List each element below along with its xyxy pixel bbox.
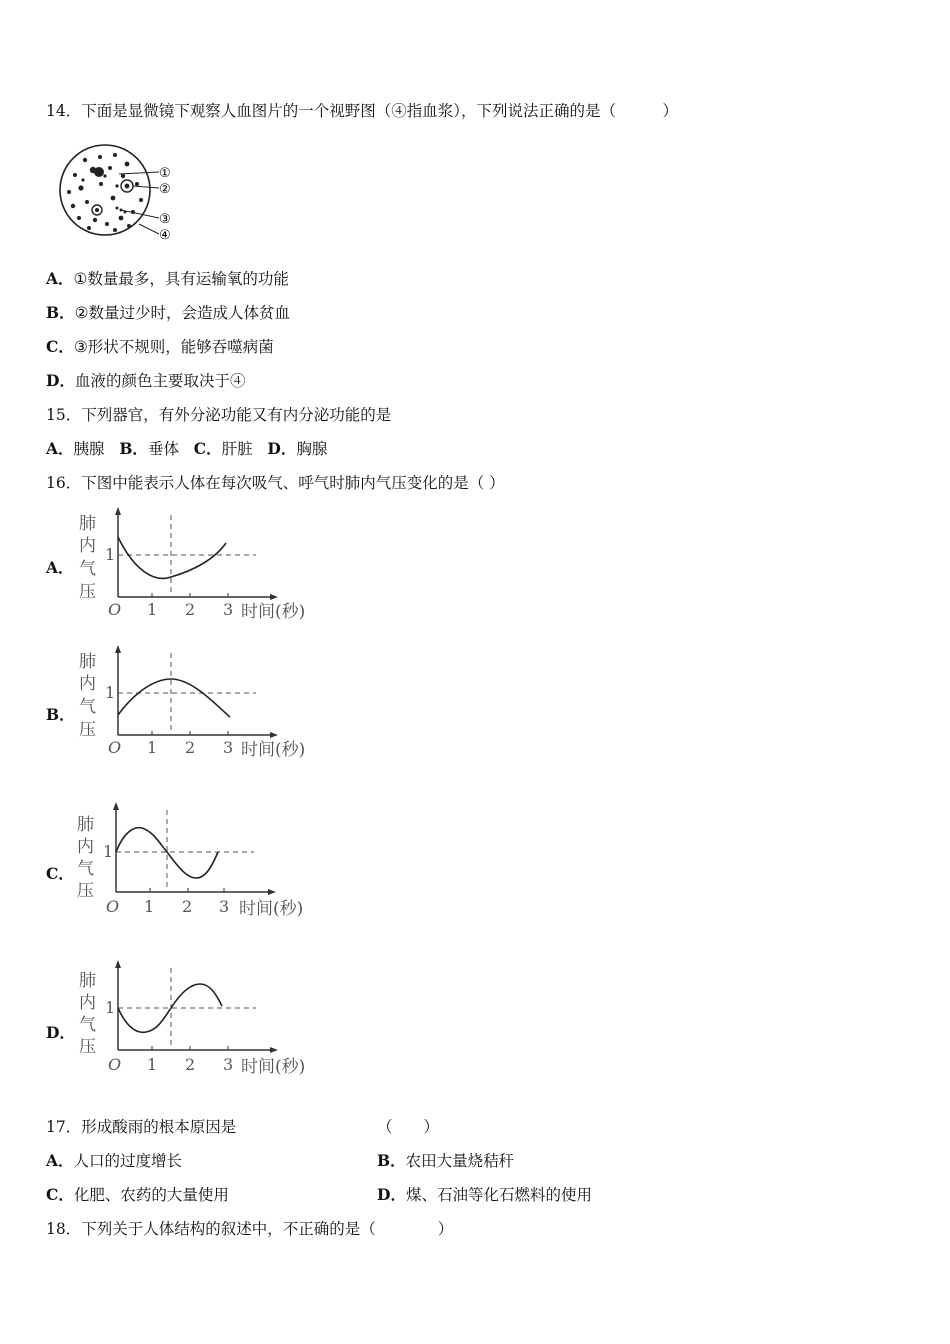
x-tick: 2 xyxy=(185,1055,196,1074)
option-letter: C． xyxy=(46,1185,74,1204)
x-tick: 3 xyxy=(223,738,234,757)
option-text: 肝脏 xyxy=(221,440,253,458)
option-text: 垂体 xyxy=(147,440,179,458)
x-axis-label: 时间(秒) xyxy=(241,602,306,622)
option-text: 胰腺 xyxy=(73,440,105,458)
pressure-curve xyxy=(116,828,218,878)
y-tick-1: 1 xyxy=(105,545,116,564)
q15-stem: 15．下列器官，有外分泌功能又有内分泌功能的是 xyxy=(46,406,392,424)
y-label-char: 压 xyxy=(79,582,96,602)
option-text: 血液的颜色主要取决于④ xyxy=(74,372,246,390)
option-text: 人口的过度增长 xyxy=(73,1152,183,1170)
y-label-char: 气 xyxy=(79,559,96,579)
q16-graph-d-letter: D． xyxy=(46,1023,75,1042)
fig-label-2: ② xyxy=(159,182,171,197)
q17-option-b xyxy=(377,1150,514,1172)
option-text: ②数量过少时，会造成人体贫血 xyxy=(74,304,291,322)
x-tick: 3 xyxy=(223,1055,234,1074)
y-tick-1: 1 xyxy=(105,683,116,702)
pressure-graph-a xyxy=(74,505,334,630)
origin-label: O xyxy=(106,897,120,916)
pressure-curve xyxy=(118,537,226,578)
pressure-graph-d xyxy=(74,958,334,1083)
x-tick: 3 xyxy=(219,897,230,916)
fig-label-1: ① xyxy=(159,166,171,181)
q15-options xyxy=(46,438,327,460)
y-label-char: 内 xyxy=(79,536,96,556)
y-tick-1: 1 xyxy=(105,998,116,1017)
y-label-char: 压 xyxy=(79,720,96,740)
option-letter: C． xyxy=(193,439,222,458)
pressure-curve xyxy=(118,984,222,1032)
origin-label: O xyxy=(108,738,122,757)
y-label-char: 肺 xyxy=(79,652,96,672)
q17-stem: 17．形成酸雨的根本原因是 xyxy=(46,1118,237,1136)
option-text: 化肥、农药的大量使用 xyxy=(73,1186,229,1204)
y-tick-1: 1 xyxy=(103,842,114,861)
option-letter: D． xyxy=(267,439,297,458)
origin-label: O xyxy=(108,600,122,619)
blood-smear-figure xyxy=(55,140,185,250)
option-letter: A． xyxy=(46,439,74,458)
q16-stem: 16．下图中能表示人体在每次吸气、呼气时肺内气压变化的是（ ） xyxy=(46,474,505,492)
q16-graph-a-letter: A． xyxy=(46,558,74,577)
q14-option-d xyxy=(46,370,245,392)
y-label-char: 肺 xyxy=(79,971,96,991)
option-letter: D． xyxy=(46,371,75,390)
fig-label-4: ④ xyxy=(159,228,171,243)
y-label-char: 压 xyxy=(77,881,94,901)
q16-graph-c-letter: C． xyxy=(46,864,74,883)
q17-option-a xyxy=(46,1150,182,1172)
q17-option-c xyxy=(46,1184,229,1206)
option-letter: D． xyxy=(377,1185,406,1204)
q18-stem: 18．下列关于人体结构的叙述中，不正确的是（ ） xyxy=(46,1220,454,1238)
q14-option-c xyxy=(46,336,274,358)
option-text: 农田大量烧秸秆 xyxy=(405,1152,515,1170)
origin-label: O xyxy=(108,1055,122,1074)
option-letter: A． xyxy=(46,269,74,288)
x-tick: 3 xyxy=(223,600,234,619)
q14-option-a xyxy=(46,268,289,290)
pressure-graph-c xyxy=(72,800,332,925)
option-text: ①数量最多，具有运输氧的功能 xyxy=(73,270,289,288)
fig-label-3: ③ xyxy=(159,212,171,227)
x-tick: 2 xyxy=(185,600,196,619)
x-axis-label: 时间(秒) xyxy=(241,740,306,760)
option-letter: B． xyxy=(119,439,148,458)
x-axis-label: 时间(秒) xyxy=(239,899,304,919)
x-tick: 1 xyxy=(144,897,155,916)
q14-option-b xyxy=(46,302,290,324)
q16-graph-b-letter: B． xyxy=(46,705,75,724)
pressure-graph-b xyxy=(74,643,334,768)
pressure-curve xyxy=(118,679,230,717)
y-label-char: 肺 xyxy=(77,815,94,835)
option-text: 胸腺 xyxy=(296,440,328,458)
option-letter: B． xyxy=(46,303,75,322)
option-letter: A． xyxy=(46,1151,74,1170)
q17-option-d xyxy=(377,1184,592,1206)
y-label-char: 肺 xyxy=(79,514,96,534)
y-label-char: 气 xyxy=(77,859,94,879)
x-tick: 2 xyxy=(182,897,193,916)
y-label-char: 内 xyxy=(79,674,96,694)
y-label-char: 内 xyxy=(79,993,96,1013)
x-tick: 1 xyxy=(147,1055,158,1074)
y-label-char: 内 xyxy=(77,837,94,857)
option-letter: B． xyxy=(377,1151,406,1170)
q17-answer-paren: （ ） xyxy=(377,1118,440,1136)
y-label-char: 气 xyxy=(79,1015,96,1035)
x-tick: 1 xyxy=(147,600,158,619)
option-letter: C． xyxy=(46,337,74,356)
x-tick: 2 xyxy=(185,738,196,757)
q14-stem: 14．下面是显微镜下观察人血图片的一个视野图（④指血浆），下列说法正确的是（ ） xyxy=(46,102,678,120)
option-text: ③形状不规则，能够吞噬病菌 xyxy=(73,338,274,356)
x-tick: 1 xyxy=(147,738,158,757)
option-text: 煤、石油等化石燃料的使用 xyxy=(405,1186,592,1204)
y-label-char: 压 xyxy=(79,1037,96,1057)
x-axis-label: 时间(秒) xyxy=(241,1057,306,1077)
y-label-char: 气 xyxy=(79,697,96,717)
